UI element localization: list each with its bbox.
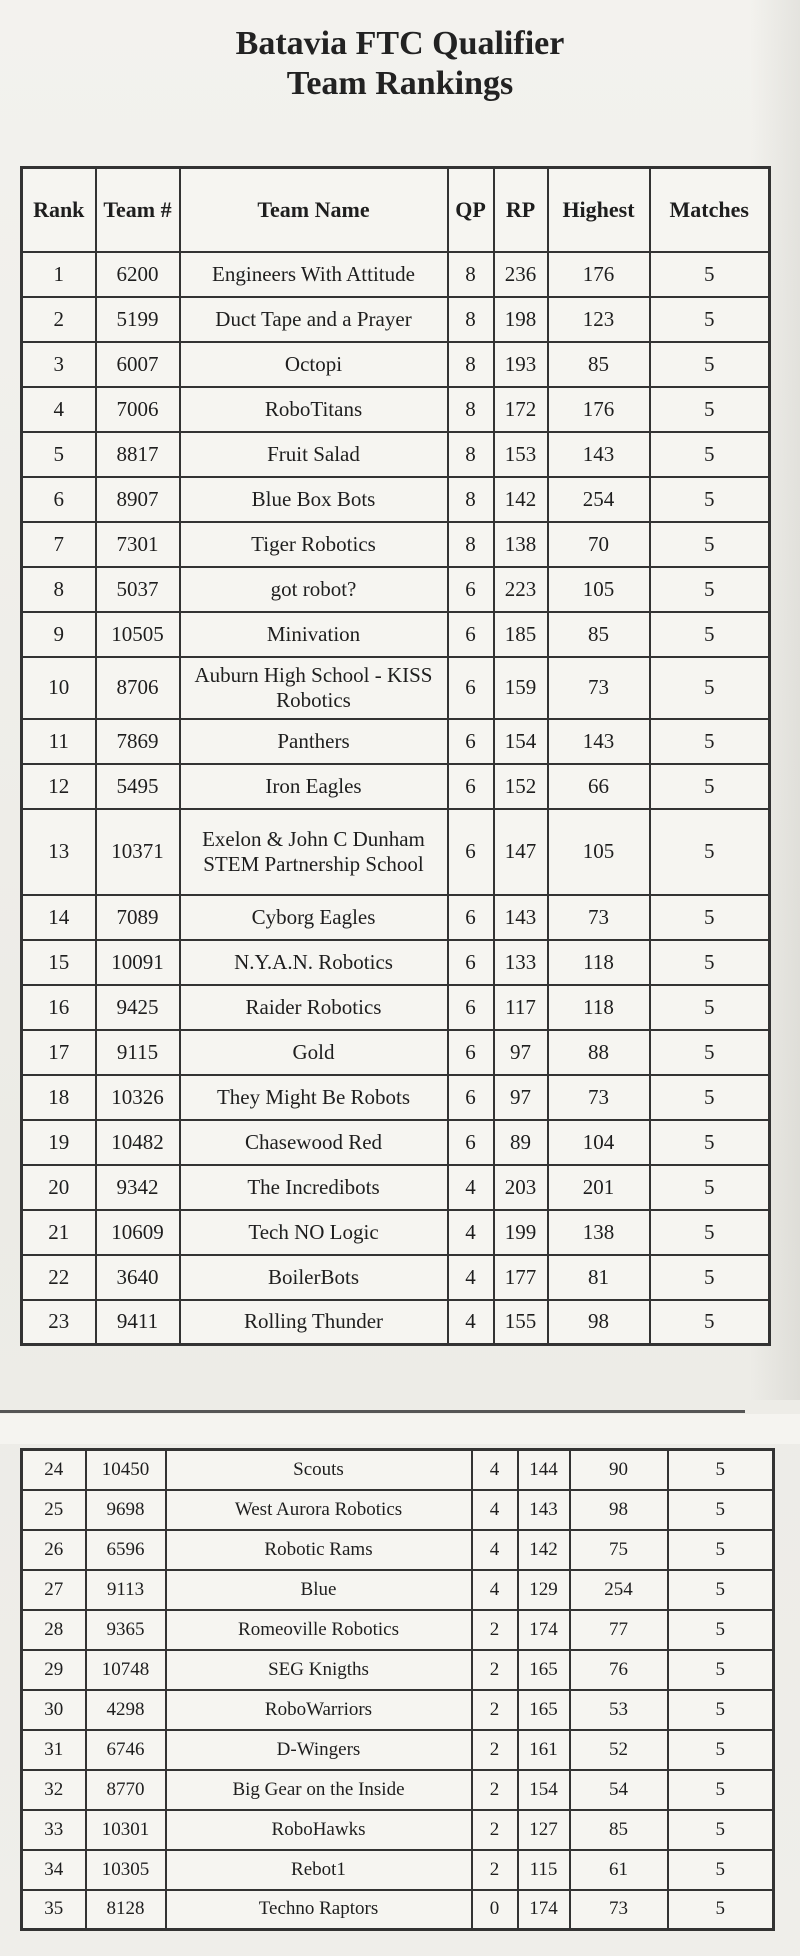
rank-cell: 33 (22, 1810, 86, 1850)
rank-cell: 19 (22, 1120, 96, 1165)
rp-cell: 172 (494, 387, 548, 432)
table-row (22, 342, 770, 387)
table-row (22, 522, 770, 567)
team-name-cell: Gold (180, 1030, 448, 1075)
table-row (22, 297, 770, 342)
table-row (22, 1120, 770, 1165)
qp-cell: 6 (448, 985, 494, 1030)
team-name-cell: Duct Tape and a Prayer (180, 297, 448, 342)
qp-cell: 4 (472, 1570, 518, 1610)
rp-cell: 97 (494, 1075, 548, 1120)
highest-cell: 53 (570, 1690, 668, 1730)
team-number-cell: 8128 (86, 1890, 166, 1930)
table-row (22, 657, 770, 719)
qp-cell: 6 (448, 895, 494, 940)
table-row (22, 1810, 774, 1850)
team-number-cell: 9365 (86, 1610, 166, 1650)
rank-cell: 31 (22, 1730, 86, 1770)
qp-cell: 4 (448, 1300, 494, 1345)
rank-cell: 1 (22, 252, 96, 297)
table-row (22, 1030, 770, 1075)
rp-cell: 193 (494, 342, 548, 387)
highest-cell: 73 (548, 895, 650, 940)
team-number-cell: 10609 (96, 1210, 180, 1255)
team-number-cell: 9342 (96, 1165, 180, 1210)
rp-cell: 223 (494, 567, 548, 612)
rank-cell: 9 (22, 612, 96, 657)
table-row (22, 1650, 774, 1690)
rank-cell: 11 (22, 719, 96, 764)
team-name-cell: They Might Be Robots (180, 1075, 448, 1120)
matches-cell: 5 (650, 1165, 770, 1210)
qp-cell: 2 (472, 1610, 518, 1650)
highest-cell: 85 (548, 342, 650, 387)
team-number-cell: 6007 (96, 342, 180, 387)
highest-cell: 105 (548, 567, 650, 612)
highest-cell: 66 (548, 764, 650, 809)
qp-cell: 6 (448, 1030, 494, 1075)
highest-cell: 118 (548, 940, 650, 985)
matches-cell: 5 (650, 1075, 770, 1120)
table-row (22, 1690, 774, 1730)
highest-cell: 105 (548, 809, 650, 895)
team-number-cell: 6200 (96, 252, 180, 297)
matches-cell: 5 (650, 940, 770, 985)
qp-cell: 6 (448, 764, 494, 809)
highest-cell: 254 (548, 477, 650, 522)
rp-cell: 174 (518, 1890, 570, 1930)
rank-cell: 23 (22, 1300, 96, 1345)
rp-cell: 144 (518, 1450, 570, 1490)
rank-cell: 10 (22, 657, 96, 719)
matches-cell: 5 (650, 432, 770, 477)
team-number-cell: 9425 (96, 985, 180, 1030)
rank-cell: 18 (22, 1075, 96, 1120)
table-row (22, 1450, 774, 1490)
team-name-cell: RoboTitans (180, 387, 448, 432)
header-rank: Rank (22, 168, 96, 252)
team-number-cell: 9411 (96, 1300, 180, 1345)
team-number-cell: 6596 (86, 1530, 166, 1570)
team-number-cell: 5199 (96, 297, 180, 342)
team-name-cell: Raider Robotics (180, 985, 448, 1030)
highest-cell: 70 (548, 522, 650, 567)
team-name-cell: Scouts (166, 1450, 472, 1490)
qp-cell: 8 (448, 252, 494, 297)
team-number-cell: 8817 (96, 432, 180, 477)
table-row (22, 1300, 770, 1345)
rp-cell: 142 (494, 477, 548, 522)
team-name-cell: Engineers With Attitude (180, 252, 448, 297)
matches-cell: 5 (650, 985, 770, 1030)
rp-cell: 161 (518, 1730, 570, 1770)
matches-cell: 5 (650, 387, 770, 432)
team-name-cell: Romeoville Robotics (166, 1610, 472, 1650)
highest-cell: 61 (570, 1850, 668, 1890)
table-row (22, 567, 770, 612)
highest-cell: 73 (570, 1890, 668, 1930)
team-number-cell: 7006 (96, 387, 180, 432)
team-name-cell: Blue Box Bots (180, 477, 448, 522)
matches-cell: 5 (668, 1890, 774, 1930)
rp-cell: 117 (494, 985, 548, 1030)
qp-cell: 4 (472, 1530, 518, 1570)
rp-cell: 165 (518, 1650, 570, 1690)
rp-cell: 203 (494, 1165, 548, 1210)
team-name-cell: Robotic Rams (166, 1530, 472, 1570)
rank-cell: 25 (22, 1490, 86, 1530)
highest-cell: 123 (548, 297, 650, 342)
rank-cell: 3 (22, 342, 96, 387)
qp-cell: 0 (472, 1890, 518, 1930)
matches-cell: 5 (650, 297, 770, 342)
team-number-cell: 6746 (86, 1730, 166, 1770)
table-row (22, 1165, 770, 1210)
rank-cell: 32 (22, 1770, 86, 1810)
team-number-cell: 7089 (96, 895, 180, 940)
matches-cell: 5 (650, 1210, 770, 1255)
table-row (22, 895, 770, 940)
table-row (22, 764, 770, 809)
qp-cell: 6 (448, 809, 494, 895)
team-name-cell: Rebot1 (166, 1850, 472, 1890)
matches-cell: 5 (650, 719, 770, 764)
table-row (22, 1255, 770, 1300)
qp-cell: 8 (448, 477, 494, 522)
rank-cell: 20 (22, 1165, 96, 1210)
table-row (22, 985, 770, 1030)
table-row (22, 1210, 770, 1255)
team-name-cell: Fruit Salad (180, 432, 448, 477)
team-name-cell: Panthers (180, 719, 448, 764)
rp-cell: 143 (518, 1490, 570, 1530)
team-name-cell: Auburn High School - KISS Robotics (180, 657, 448, 719)
highest-cell: 76 (570, 1650, 668, 1690)
team-name-cell: The Incredibots (180, 1165, 448, 1210)
table-row (22, 809, 770, 895)
rp-cell: 154 (518, 1770, 570, 1810)
table-row (22, 1490, 774, 1530)
table-row (22, 1610, 774, 1650)
matches-cell: 5 (668, 1610, 774, 1650)
qp-cell: 2 (472, 1650, 518, 1690)
team-number-cell: 10305 (86, 1850, 166, 1890)
team-name-cell: Chasewood Red (180, 1120, 448, 1165)
highest-cell: 201 (548, 1165, 650, 1210)
highest-cell: 254 (570, 1570, 668, 1610)
rank-cell: 17 (22, 1030, 96, 1075)
rank-cell: 21 (22, 1210, 96, 1255)
team-name-cell: RoboHawks (166, 1810, 472, 1850)
matches-cell: 5 (650, 567, 770, 612)
team-number-cell: 9698 (86, 1490, 166, 1530)
matches-cell: 5 (650, 1120, 770, 1165)
rp-cell: 143 (494, 895, 548, 940)
qp-cell: 2 (472, 1770, 518, 1810)
rp-cell: 138 (494, 522, 548, 567)
team-name-cell: RoboWarriors (166, 1690, 472, 1730)
team-number-cell: 10301 (86, 1810, 166, 1850)
matches-cell: 5 (668, 1690, 774, 1730)
rank-cell: 7 (22, 522, 96, 567)
matches-cell: 5 (650, 1255, 770, 1300)
team-name-cell: Cyborg Eagles (180, 895, 448, 940)
rankings-table-bottom (20, 1448, 775, 1931)
rp-cell: 199 (494, 1210, 548, 1255)
table-row (22, 387, 770, 432)
qp-cell: 8 (448, 342, 494, 387)
table-bottom-edge (0, 1410, 745, 1413)
rp-cell: 153 (494, 432, 548, 477)
highest-cell: 73 (548, 657, 650, 719)
rank-cell: 14 (22, 895, 96, 940)
page-subtitle: Team Rankings (286, 65, 514, 102)
qp-cell: 8 (448, 297, 494, 342)
rank-cell: 29 (22, 1650, 86, 1690)
rp-cell: 89 (494, 1120, 548, 1165)
team-number-cell: 8907 (96, 477, 180, 522)
rp-cell: 97 (494, 1030, 548, 1075)
rank-cell: 26 (22, 1530, 86, 1570)
qp-cell: 6 (448, 612, 494, 657)
team-name-cell: Octopi (180, 342, 448, 387)
rank-cell: 35 (22, 1890, 86, 1930)
team-number-cell: 8706 (96, 657, 180, 719)
team-number-cell: 7869 (96, 719, 180, 764)
table-row (22, 1850, 774, 1890)
rp-cell: 127 (518, 1810, 570, 1850)
team-name-cell: BoilerBots (180, 1255, 448, 1300)
team-number-cell: 10091 (96, 940, 180, 985)
header-team-name: Team Name (180, 168, 448, 252)
highest-cell: 90 (570, 1450, 668, 1490)
team-number-cell: 10482 (96, 1120, 180, 1165)
rp-cell: 159 (494, 657, 548, 719)
highest-cell: 138 (548, 1210, 650, 1255)
header-highest: Highest (548, 168, 650, 252)
rank-cell: 13 (22, 809, 96, 895)
rank-cell: 24 (22, 1450, 86, 1490)
qp-cell: 4 (448, 1165, 494, 1210)
qp-cell: 2 (472, 1810, 518, 1850)
rank-cell: 6 (22, 477, 96, 522)
matches-cell: 5 (668, 1730, 774, 1770)
rp-cell: 185 (494, 612, 548, 657)
qp-cell: 6 (448, 1120, 494, 1165)
table-row (22, 1890, 774, 1930)
highest-cell: 54 (570, 1770, 668, 1810)
highest-cell: 77 (570, 1610, 668, 1650)
rp-cell: 115 (518, 1850, 570, 1890)
team-number-cell: 10371 (96, 809, 180, 895)
matches-cell: 5 (668, 1490, 774, 1530)
rp-cell: 147 (494, 809, 548, 895)
qp-cell: 2 (472, 1690, 518, 1730)
rp-cell: 142 (518, 1530, 570, 1570)
header-matches: Matches (650, 168, 770, 252)
rank-cell: 15 (22, 940, 96, 985)
rp-cell: 129 (518, 1570, 570, 1610)
qp-cell: 8 (448, 432, 494, 477)
team-name-cell: Exelon & John C Dunham STEM Partnership School (180, 809, 448, 895)
rp-cell: 155 (494, 1300, 548, 1345)
highest-cell: 85 (548, 612, 650, 657)
rp-cell: 154 (494, 719, 548, 764)
qp-cell: 4 (472, 1490, 518, 1530)
qp-cell: 6 (448, 567, 494, 612)
rank-cell: 22 (22, 1255, 96, 1300)
page-title: Batavia FTC Qualifier (235, 25, 565, 62)
matches-cell: 5 (650, 522, 770, 567)
matches-cell: 5 (668, 1450, 774, 1490)
matches-cell: 5 (650, 895, 770, 940)
team-number-cell: 5037 (96, 567, 180, 612)
matches-cell: 5 (668, 1850, 774, 1890)
rp-cell: 152 (494, 764, 548, 809)
paper-seam (0, 1414, 800, 1444)
rank-cell: 30 (22, 1690, 86, 1730)
highest-cell: 85 (570, 1810, 668, 1850)
team-name-cell: Tiger Robotics (180, 522, 448, 567)
table-row (22, 1530, 774, 1570)
highest-cell: 98 (548, 1300, 650, 1345)
matches-cell: 5 (668, 1650, 774, 1690)
table-row (22, 252, 770, 297)
rank-cell: 4 (22, 387, 96, 432)
rp-cell: 177 (494, 1255, 548, 1300)
table-row (22, 432, 770, 477)
highest-cell: 143 (548, 719, 650, 764)
qp-cell: 4 (472, 1450, 518, 1490)
highest-cell: 73 (548, 1075, 650, 1120)
highest-cell: 143 (548, 432, 650, 477)
qp-cell: 6 (448, 1075, 494, 1120)
matches-cell: 5 (650, 612, 770, 657)
matches-cell: 5 (650, 252, 770, 297)
table-row (22, 940, 770, 985)
team-name-cell: SEG Knigths (166, 1650, 472, 1690)
team-number-cell: 10748 (86, 1650, 166, 1690)
header-rp: RP (494, 168, 548, 252)
qp-cell: 6 (448, 719, 494, 764)
team-name-cell: Big Gear on the Inside (166, 1770, 472, 1810)
rp-cell: 236 (494, 252, 548, 297)
qp-cell: 2 (472, 1730, 518, 1770)
table-row (22, 1730, 774, 1770)
highest-cell: 75 (570, 1530, 668, 1570)
matches-cell: 5 (668, 1810, 774, 1850)
team-number-cell: 7301 (96, 522, 180, 567)
team-number-cell: 9115 (96, 1030, 180, 1075)
team-name-cell: D-Wingers (166, 1730, 472, 1770)
rank-cell: 16 (22, 985, 96, 1030)
team-name-cell: Iron Eagles (180, 764, 448, 809)
rp-cell: 198 (494, 297, 548, 342)
qp-cell: 2 (472, 1850, 518, 1890)
table-row (22, 612, 770, 657)
rp-cell: 133 (494, 940, 548, 985)
rank-cell: 8 (22, 567, 96, 612)
team-name-cell: Rolling Thunder (180, 1300, 448, 1345)
team-number-cell: 10450 (86, 1450, 166, 1490)
table-row (22, 719, 770, 764)
highest-cell: 176 (548, 252, 650, 297)
team-name-cell: got robot? (180, 567, 448, 612)
rank-cell: 27 (22, 1570, 86, 1610)
highest-cell: 176 (548, 387, 650, 432)
rankings-table-top (20, 166, 771, 1346)
matches-cell: 5 (650, 342, 770, 387)
matches-cell: 5 (650, 477, 770, 522)
qp-cell: 6 (448, 657, 494, 719)
team-number-cell: 10505 (96, 612, 180, 657)
team-name-cell: West Aurora Robotics (166, 1490, 472, 1530)
highest-cell: 81 (548, 1255, 650, 1300)
matches-cell: 5 (668, 1570, 774, 1610)
team-number-cell: 3640 (96, 1255, 180, 1300)
matches-cell: 5 (650, 1300, 770, 1345)
header-row (22, 168, 770, 252)
matches-cell: 5 (650, 657, 770, 719)
header-team-number: Team # (96, 168, 180, 252)
qp-cell: 4 (448, 1210, 494, 1255)
highest-cell: 98 (570, 1490, 668, 1530)
highest-cell: 118 (548, 985, 650, 1030)
matches-cell: 5 (650, 764, 770, 809)
qp-cell: 4 (448, 1255, 494, 1300)
header-qp: QP (448, 168, 494, 252)
rank-cell: 28 (22, 1610, 86, 1650)
matches-cell: 5 (668, 1770, 774, 1810)
table-row (22, 1770, 774, 1810)
rp-cell: 165 (518, 1690, 570, 1730)
qp-cell: 8 (448, 522, 494, 567)
table-row (22, 477, 770, 522)
rank-cell: 12 (22, 764, 96, 809)
matches-cell: 5 (650, 1030, 770, 1075)
team-number-cell: 9113 (86, 1570, 166, 1610)
team-number-cell: 5495 (96, 764, 180, 809)
team-name-cell: N.Y.A.N. Robotics (180, 940, 448, 985)
team-name-cell: Tech NO Logic (180, 1210, 448, 1255)
rp-cell: 174 (518, 1610, 570, 1650)
team-name-cell: Techno Raptors (166, 1890, 472, 1930)
rank-cell: 34 (22, 1850, 86, 1890)
qp-cell: 8 (448, 387, 494, 432)
team-name-cell: Minivation (180, 612, 448, 657)
team-name-cell: Blue (166, 1570, 472, 1610)
table-row (22, 1075, 770, 1120)
table-row (22, 1570, 774, 1610)
team-number-cell: 4298 (86, 1690, 166, 1730)
highest-cell: 88 (548, 1030, 650, 1075)
highest-cell: 52 (570, 1730, 668, 1770)
qp-cell: 6 (448, 940, 494, 985)
rank-cell: 2 (22, 297, 96, 342)
rank-cell: 5 (22, 432, 96, 477)
matches-cell: 5 (668, 1530, 774, 1570)
highest-cell: 104 (548, 1120, 650, 1165)
team-number-cell: 10326 (96, 1075, 180, 1120)
matches-cell: 5 (650, 809, 770, 895)
team-number-cell: 8770 (86, 1770, 166, 1810)
